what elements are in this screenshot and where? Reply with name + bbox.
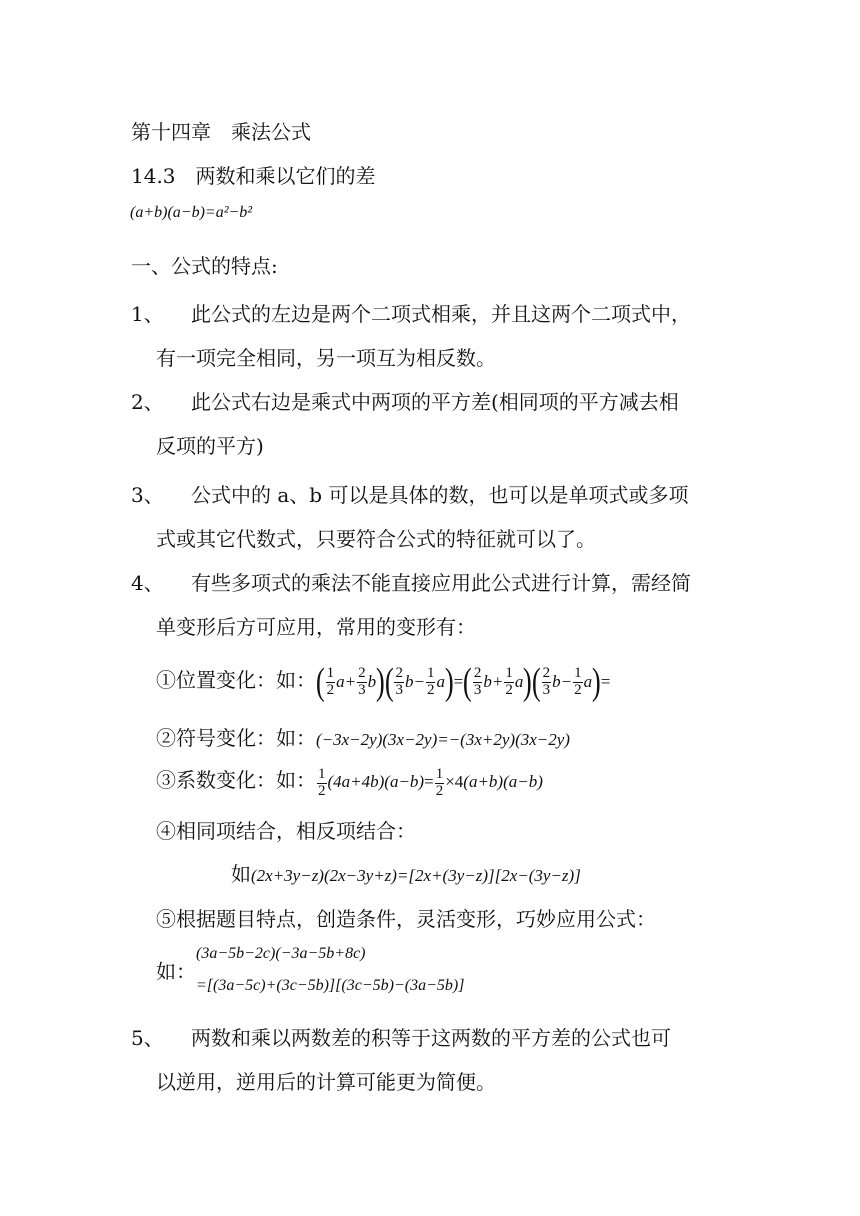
transform-3-formula: $\frac{1}{2}$ (4a+4b)(a−b)= $\frac{1}{2}$ ×4(a+b)(a−b)	[318, 765, 543, 799]
transform-2-label: ②符号变化：如：	[156, 726, 316, 750]
section-title: 14.3 两数和乘以它们的差	[131, 164, 376, 188]
transform-4	[231, 858, 581, 887]
transform-1-label: ①位置变化：如：	[156, 668, 316, 692]
main-formula: (a+b)(a−b)=a²−b²	[130, 204, 253, 221]
item-1-line1: 此公式的左边是两个二项式相乘，并且这两个二项式中，	[191, 302, 691, 326]
item-4-line1: 有些多项式的乘法不能直接应用此公式进行计算，需经简	[191, 571, 691, 595]
item-3-line1: 公式中的 a、b 可以是具体的数，也可以是单项式或多项	[191, 483, 689, 507]
item-5-line1: 两数和乘以两数差的积等于这两数的平方差的公式也可	[191, 1026, 671, 1050]
transform-4-formula: (2x+3y−z)(2x−3y+z)=[2x+(3y−z)][2x−(3y−z)]	[251, 866, 581, 885]
transform-5-label: ⑤根据题目特点，创造条件，灵活变形，巧妙应用公式：	[156, 907, 656, 931]
item-1-line2: 有一项完全相同，另一项互为相反数。	[156, 346, 496, 370]
item-4-line2: 单变形后方可应用，常用的变形有：	[156, 615, 476, 639]
item-2-line2: 反项的平方)	[156, 434, 264, 458]
transform-5-line1: (3a−5b−2c)(−3a−5b+8c)	[196, 945, 366, 962]
section-one-heading: 一、公式的特点:	[131, 254, 278, 278]
chapter-title: 第十四章 乘法公式	[131, 120, 311, 144]
transform-3	[156, 760, 543, 802]
transform-1	[156, 660, 610, 702]
transform-3-label: ③系数变化：如：	[156, 768, 316, 792]
transform-4-label: ④相同项结合，相反项结合：	[156, 819, 416, 843]
transform-1-formula: ( $\frac{1}{2}$ a+ $\frac{2}{3}$ b)( $\frac{2}{3}$ b− $\frac{1}{2}$ a)=( $\frac{2}{3}$ b+ $\frac{1}{2}$ a)( $\frac{2}{3}$ b− $\frac{1}{2}$ a)=	[315, 661, 611, 704]
item-5-number: 5、	[131, 1026, 164, 1050]
item-2-number: 2、	[131, 390, 164, 414]
item-1-number: 1、	[131, 302, 164, 326]
transform-5	[156, 938, 464, 1002]
transform-2-formula: (−3x−2y)(3x−2y)=−(3x+2y)(3x−2y)	[316, 730, 570, 749]
transform-5-prefix: 如：	[156, 959, 196, 984]
transform-5-formula	[196, 938, 464, 1002]
transform-5-line2: =[(3a−5c)+(3c−5b)][(3c−5b)−(3a−5b)]	[196, 977, 465, 994]
item-4-number: 4、	[131, 571, 164, 595]
item-5-line2: 以逆用，逆用后的计算可能更为简便。	[156, 1070, 496, 1094]
item-3-number: 3、	[131, 483, 164, 507]
transform-4-prefix: 如	[231, 862, 251, 886]
transform-2	[156, 722, 570, 751]
item-3-line2: 式或其它代数式，只要符合公式的特征就可以了。	[156, 527, 596, 551]
item-2-line1: 此公式右边是乘式中两项的平方差(相同项的平方减去相	[191, 390, 679, 414]
